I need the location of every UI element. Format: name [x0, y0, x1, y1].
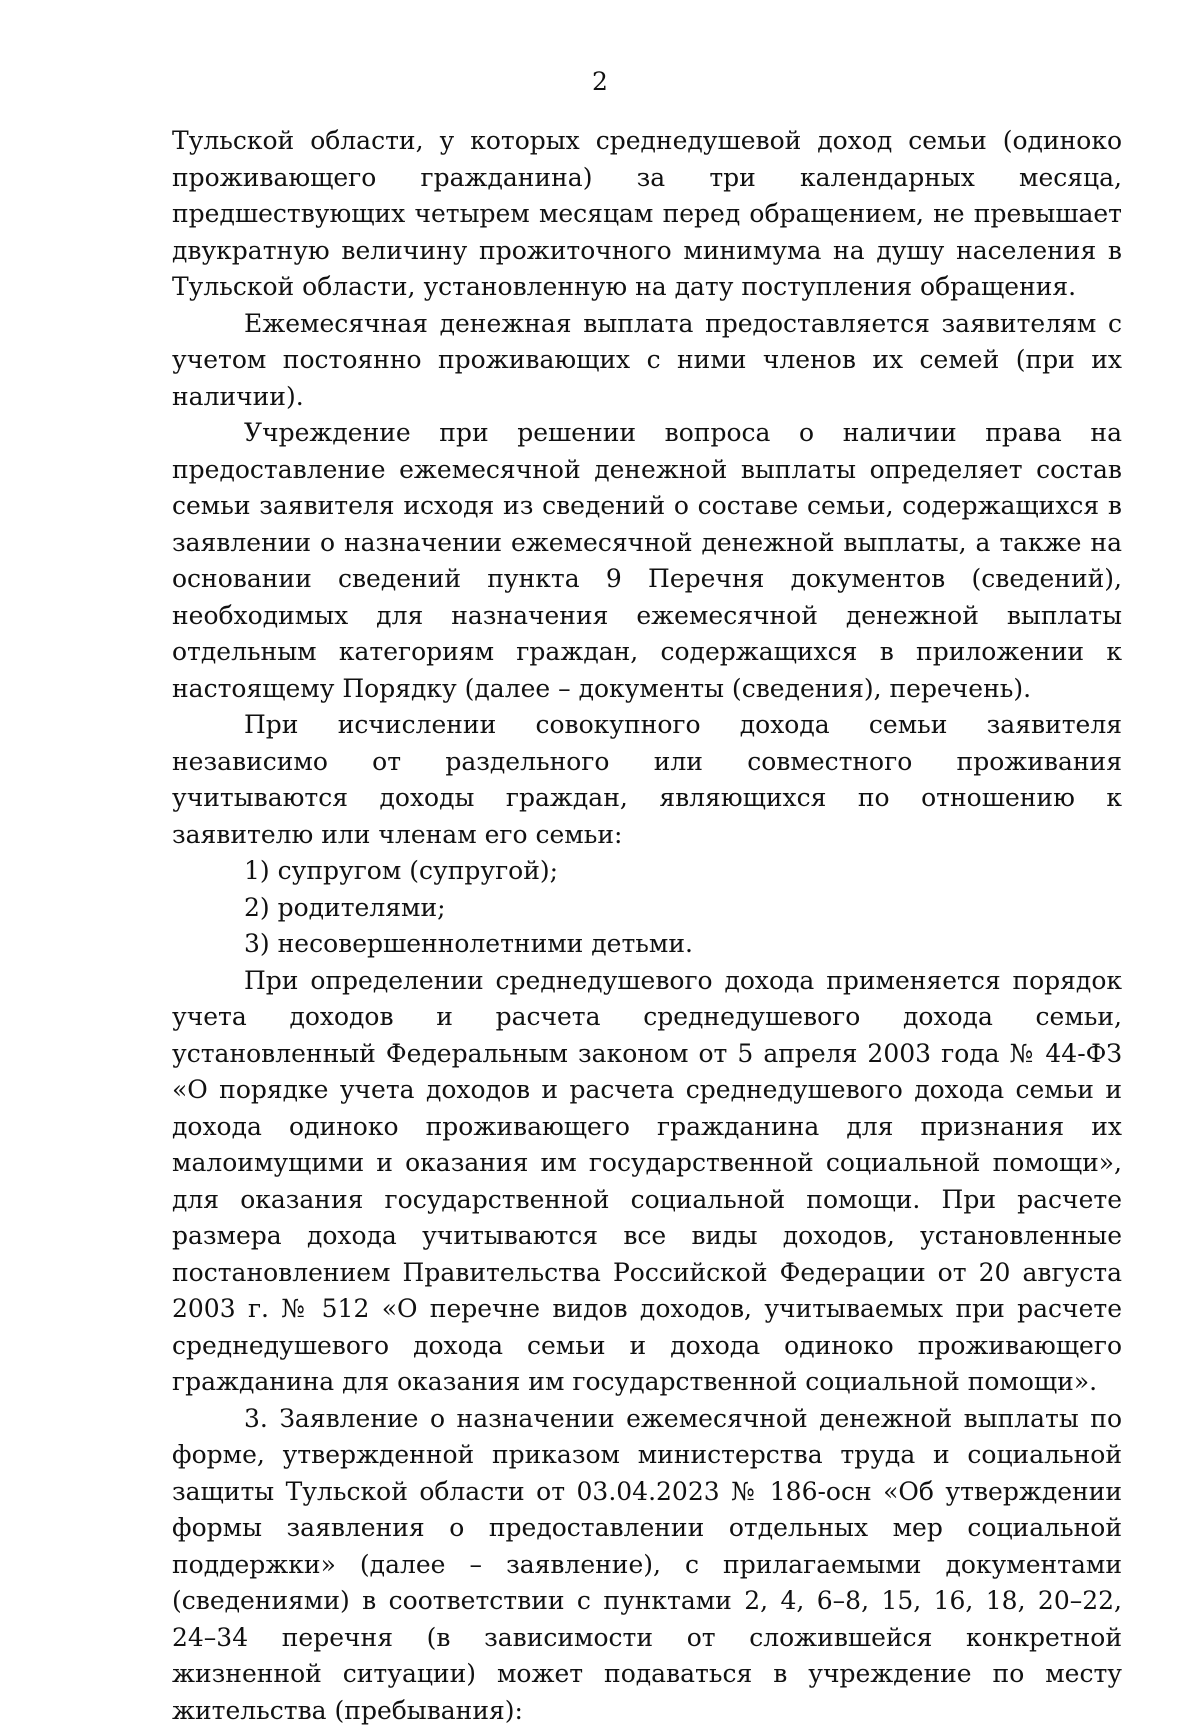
list-item-parents: 2) родителями; [172, 890, 1122, 927]
paragraph-monthly-payment: Ежемесячная денежная выплата предоставляется заявителям с учетом постоянно проживающих с ними членов их семей (при их наличии). [172, 306, 1122, 416]
paragraph-continuation: Тульской области, у которых среднедушевой доход семьи (одиноко проживающего гражданина) за три календарных месяца, предшествующих четырем месяцам перед обращением, не превышает двукратную величину прожиточного минимума на душу населения в Тульской области, установленную на дату поступления обращения. [172, 123, 1122, 306]
list-item-spouse: 1) супругом (супругой); [172, 853, 1122, 890]
paragraph-income-calculation: При исчислении совокупного дохода семьи заявителя независимо от раздельного или совместного проживания учитываются доходы граждан, являющихся по отношению к заявителю или членам его семьи: [172, 707, 1122, 853]
paragraph-application: 3. Заявление о назначении ежемесячной денежной выплаты по форме, утвержденной приказом министерства труда и социальной защиты Тульской области от 03.04.2023 № 186-осн «Об утверждении формы заявления о предоставлении отдельных мер социальной поддержки» (далее – заявление), с прилагаемыми документами (сведениями) в соответствии с пунктами 2, 4, 6–8, 15, 16, 18, 20–22, 24–34 перечня (в зависимости от сложившейся конкретной жизненной ситуации) может подаваться в учреждение по месту жительства (пребывания): [172, 1401, 1122, 1729]
list-item-children: 3) несовершеннолетними детьми. [172, 926, 1122, 963]
document-body [172, 123, 1122, 1729]
page-number: 2 [0, 64, 1200, 100]
paragraph-family-composition: Учреждение при решении вопроса о наличии права на предоставление ежемесячной денежной выплаты определяет состав семьи заявителя исходя из сведений о составе семьи, содержащихся в заявлении о назначении ежемесячной денежной выплаты, а также на основании сведений пункта 9 Перечня документов (сведений), необходимых для назначения ежемесячной денежной выплаты отдельным категориям граждан, содержащихся в приложении к настоящему Порядку (далее – документы (сведения), перечень). [172, 415, 1122, 707]
paragraph-average-income: При определении среднедушевого дохода применяется порядок учета доходов и расчета среднедушевого дохода семьи, установленный Федеральным законом от 5 апреля 2003 года № 44-ФЗ «О порядке учета доходов и расчета среднедушевого дохода семьи и дохода одиноко проживающего гражданина для признания их малоимущими и оказания им государственной социальной помощи», для оказания государственной социальной помощи. При расчете размера дохода учитываются все виды доходов, установленные постановлением Правительства Российской Федерации от 20 августа 2003 г. № 512 «О перечне видов доходов, учитываемых при расчете среднедушевого дохода семьи и дохода одиноко проживающего гражданина для оказания им государственной социальной помощи». [172, 963, 1122, 1401]
